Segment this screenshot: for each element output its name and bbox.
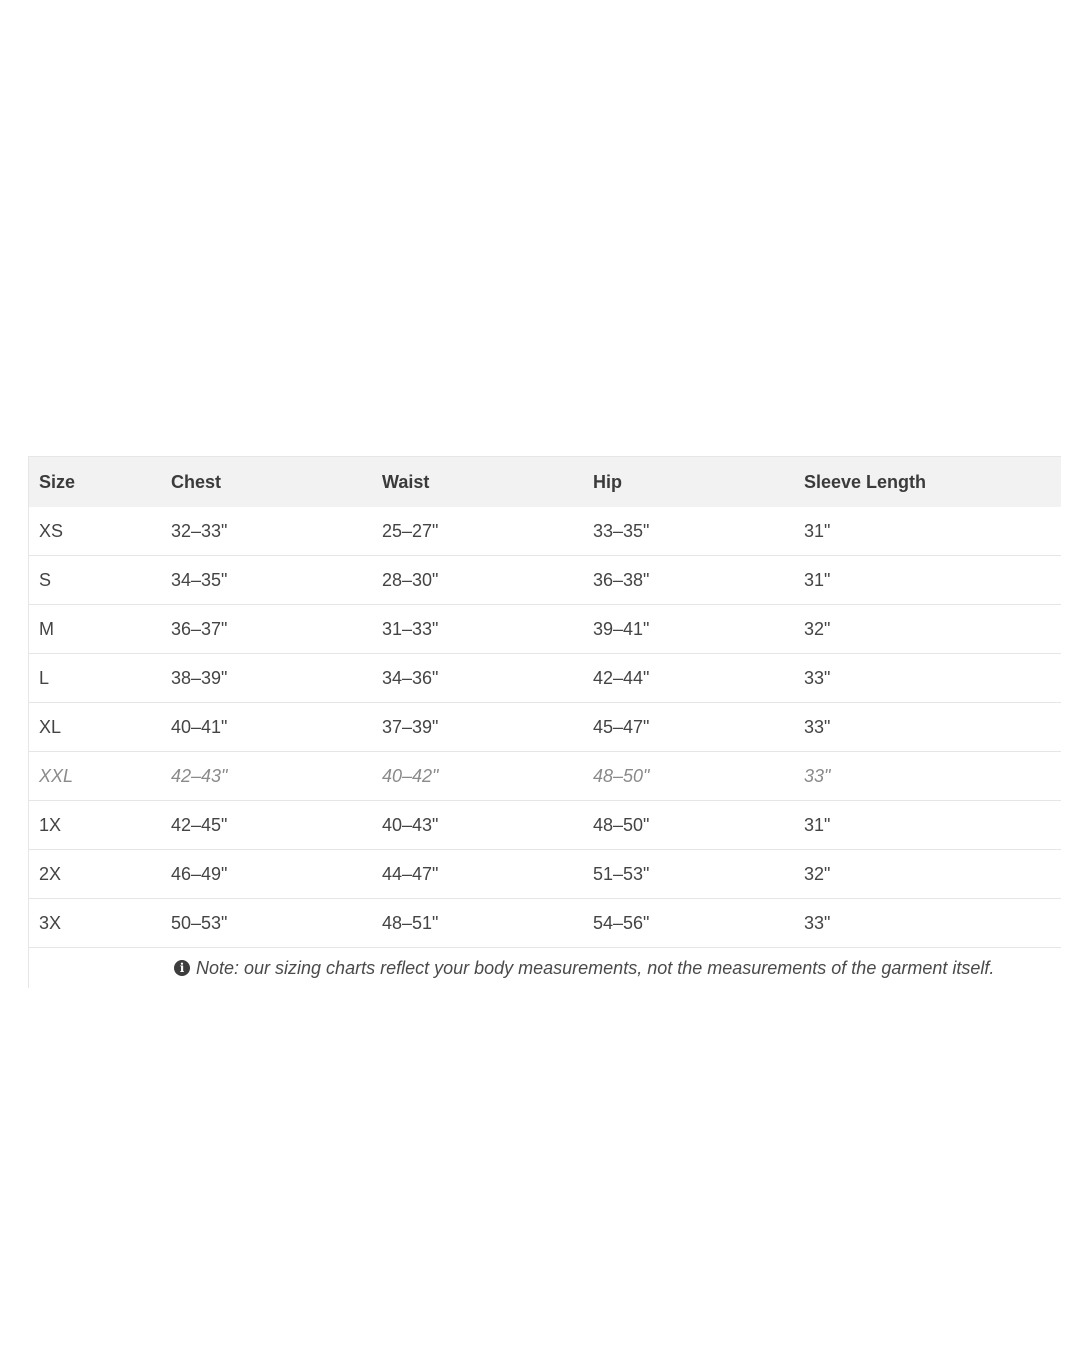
sleeve-length-cell: 31" — [804, 520, 831, 541]
waist-cell: 31–33" — [382, 618, 439, 639]
table-row — [29, 703, 1061, 752]
chest-cell: 36–37" — [171, 618, 228, 639]
size-chart-table — [28, 456, 1061, 988]
hip-cell: 48–50" — [593, 765, 650, 786]
chest-cell: 50–53" — [171, 912, 228, 933]
size-cell: M — [39, 618, 54, 639]
sleeve-length-cell: 33" — [804, 912, 831, 933]
sleeve-length-cell: 32" — [804, 863, 831, 884]
header-hip: Hip — [593, 471, 622, 492]
hip-cell: 48–50" — [593, 814, 650, 835]
table-header-row — [29, 456, 1061, 507]
table-row — [29, 850, 1061, 899]
info-icon: i — [174, 960, 190, 976]
chest-cell: 38–39" — [171, 667, 228, 688]
size-cell: 1X — [39, 814, 62, 835]
waist-cell: 48–51" — [382, 912, 439, 933]
table-row — [29, 605, 1061, 654]
size-cell: S — [39, 569, 52, 590]
header-sleeve-length: Sleeve Length — [804, 471, 927, 492]
sleeve-length-cell: 33" — [804, 716, 831, 737]
chest-cell: 34–35" — [171, 569, 228, 590]
waist-cell: 28–30" — [382, 569, 439, 590]
sizing-note-text: Note: our sizing charts reflect your body measurements, not the measurements of the garment itself. — [196, 957, 995, 978]
size-cell: XL — [39, 716, 62, 737]
size-cell: L — [39, 667, 50, 688]
table-row — [29, 654, 1061, 703]
hip-cell: 33–35" — [593, 520, 650, 541]
table-row — [29, 801, 1061, 850]
chest-cell: 32–33" — [171, 520, 228, 541]
size-cell: 3X — [39, 912, 62, 933]
chest-cell: 46–49" — [171, 863, 228, 884]
size-cell: XXL — [39, 765, 74, 786]
waist-cell: 34–36" — [382, 667, 439, 688]
table-row — [29, 899, 1061, 948]
chest-cell: 42–45" — [171, 814, 228, 835]
waist-cell: 44–47" — [382, 863, 439, 884]
sleeve-length-cell: 31" — [804, 569, 831, 590]
waist-cell: 37–39" — [382, 716, 439, 737]
waist-cell: 40–42" — [382, 765, 439, 786]
table-row — [29, 507, 1061, 556]
hip-cell: 51–53" — [593, 863, 650, 884]
header-waist: Waist — [382, 471, 430, 492]
size-cell: XS — [39, 520, 64, 541]
hip-cell: 54–56" — [593, 912, 650, 933]
waist-cell: 40–43" — [382, 814, 439, 835]
waist-cell: 25–27" — [382, 520, 439, 541]
hip-cell: 42–44" — [593, 667, 650, 688]
chest-cell: 40–41" — [171, 716, 228, 737]
sleeve-length-cell: 31" — [804, 814, 831, 835]
sleeve-length-cell: 33" — [804, 765, 831, 786]
header-chest: Chest — [171, 471, 222, 492]
sleeve-length-cell: 33" — [804, 667, 831, 688]
table-row — [29, 556, 1061, 605]
sizing-note — [29, 948, 1061, 988]
hip-cell: 36–38" — [593, 569, 650, 590]
sleeve-length-cell: 32" — [804, 618, 831, 639]
table-row — [29, 752, 1061, 801]
hip-cell: 45–47" — [593, 716, 650, 737]
chest-cell: 42–43" — [171, 765, 228, 786]
size-cell: 2X — [39, 863, 62, 884]
header-size: Size — [39, 471, 76, 492]
hip-cell: 39–41" — [593, 618, 650, 639]
